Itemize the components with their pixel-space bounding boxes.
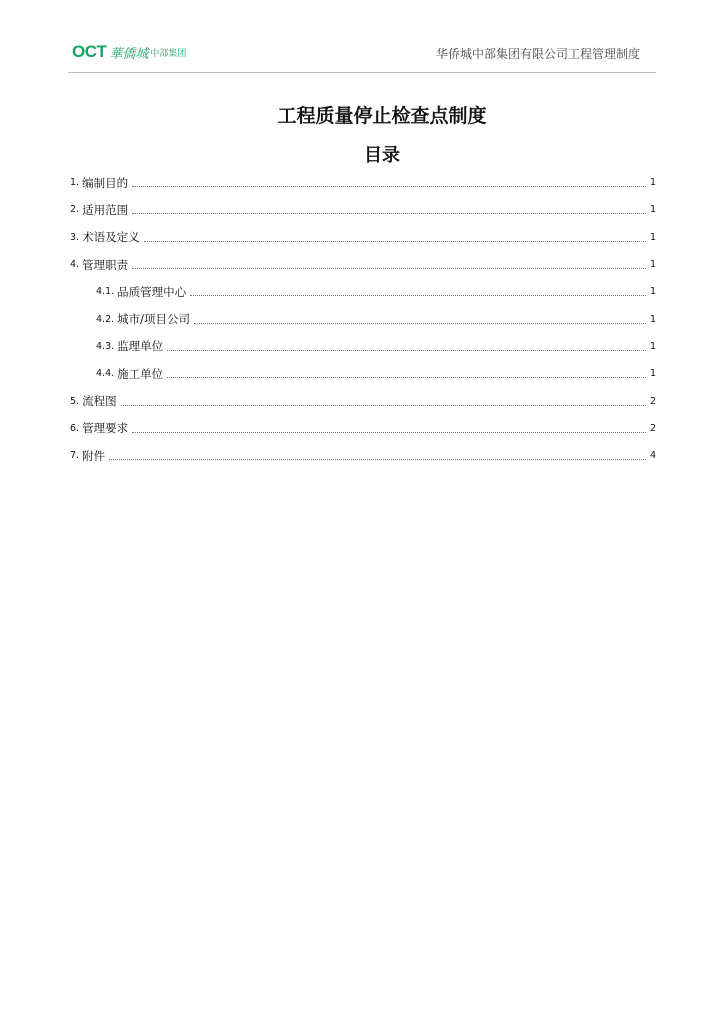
toc-label: 品质管理中心 — [117, 284, 187, 299]
toc-entry-5[interactable] — [70, 387, 656, 414]
toc-label: 监理单位 — [117, 339, 164, 354]
toc-entry-4[interactable] — [70, 251, 656, 278]
toc-number: 2. — [70, 204, 80, 216]
toc-title: 目录 — [364, 145, 400, 166]
toc-page-number: 1 — [649, 231, 656, 243]
toc-label: 施工单位 — [117, 366, 164, 381]
toc-page-number: 4 — [649, 450, 656, 462]
logo-sub-text: 中部集团 — [150, 48, 187, 59]
toc-page-number: 1 — [649, 340, 656, 352]
toc-entry-4-1[interactable] — [70, 278, 656, 305]
toc-label: 编制目的 — [82, 175, 129, 190]
page-header — [0, 0, 724, 80]
toc-leader-dots — [109, 459, 646, 460]
toc-label: 流程图 — [82, 394, 117, 409]
toc-label: 术语及定义 — [82, 230, 140, 245]
toc-entry-2[interactable] — [70, 196, 656, 223]
toc-number: 4. — [70, 259, 80, 271]
toc-label: 适用范围 — [82, 202, 129, 217]
toc-page-number: 1 — [649, 177, 656, 189]
toc-page-number: 1 — [649, 313, 656, 325]
toc-label: 附件 — [82, 448, 106, 463]
toc-number: 4.2. — [96, 313, 115, 325]
toc-label: 管理职责 — [82, 257, 129, 272]
toc-page-number: 2 — [649, 395, 656, 407]
toc-number: 3. — [70, 231, 80, 243]
toc-page-number: 2 — [649, 422, 656, 434]
toc-number: 6. — [70, 422, 80, 434]
company-logo — [72, 40, 186, 64]
toc-leader-dots — [167, 377, 646, 378]
toc-leader-dots — [167, 350, 646, 351]
toc-entry-4-4[interactable] — [70, 360, 656, 387]
toc-entry-6[interactable] — [70, 415, 656, 442]
toc-leader-dots — [132, 268, 646, 269]
toc-page-number: 1 — [649, 368, 656, 380]
toc-entry-4-3[interactable] — [70, 333, 656, 360]
toc-leader-dots — [144, 241, 646, 242]
toc-label: 城市/项目公司 — [117, 312, 191, 327]
toc-page-number: 1 — [649, 286, 656, 298]
toc-page-number: 1 — [649, 204, 656, 216]
document-title: 工程质量停止检查点制度 — [277, 105, 487, 127]
toc-entry-3[interactable] — [70, 224, 656, 251]
toc-leader-dots — [190, 295, 646, 296]
toc-number: 4.3. — [96, 340, 115, 352]
header-title: 华侨城中部集团有限公司工程管理制度 — [435, 47, 640, 61]
toc-entry-7[interactable] — [70, 442, 656, 469]
table-of-contents — [70, 169, 656, 469]
toc-page-number: 1 — [649, 259, 656, 271]
toc-leader-dots — [121, 405, 646, 406]
toc-entry-4-2[interactable] — [70, 305, 656, 332]
header-divider — [68, 72, 656, 73]
logo-oct-text: OCT — [72, 42, 107, 61]
toc-entry-1[interactable] — [70, 169, 656, 196]
toc-number: 7. — [70, 450, 80, 462]
toc-number: 4.4. — [96, 368, 115, 380]
logo-chinese-text: 華僑城 — [109, 46, 149, 62]
toc-number: 1. — [70, 177, 80, 189]
toc-leader-dots — [132, 213, 646, 214]
toc-leader-dots — [132, 186, 646, 187]
toc-number: 5. — [70, 395, 80, 407]
toc-leader-dots — [194, 323, 646, 324]
toc-number: 4.1. — [96, 286, 115, 298]
toc-leader-dots — [132, 432, 646, 433]
toc-label: 管理要求 — [82, 421, 129, 436]
